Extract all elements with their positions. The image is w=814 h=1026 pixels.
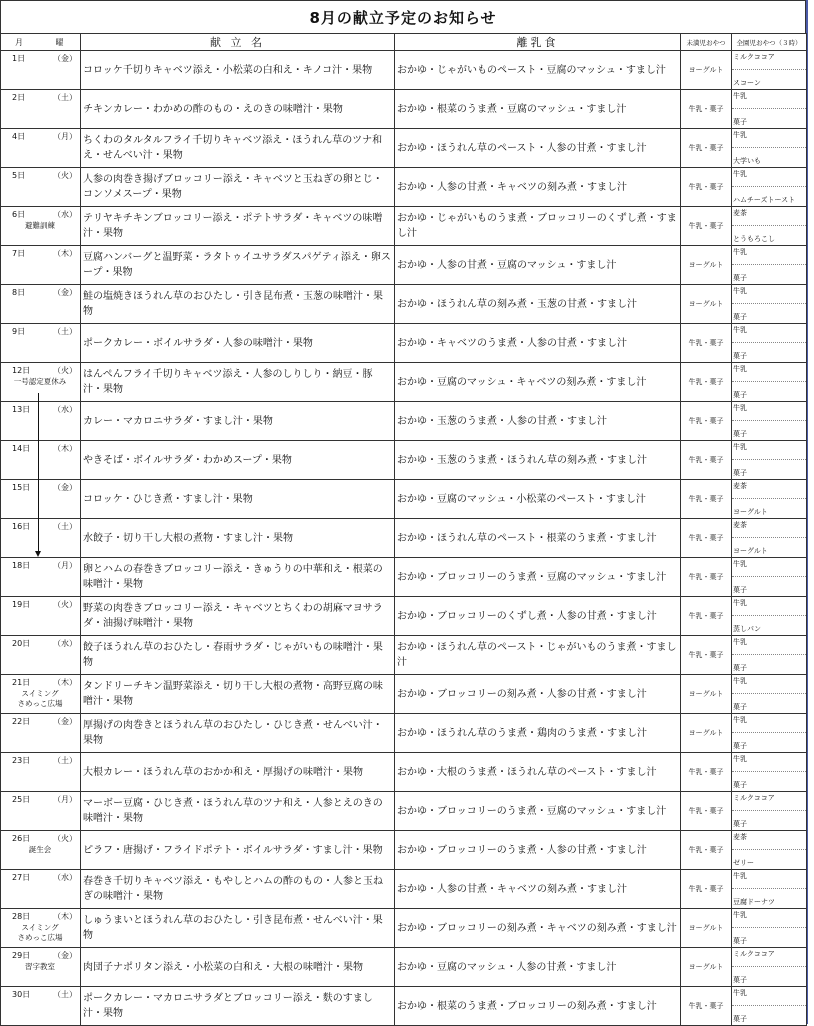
header-baby-food: 離乳食 [395, 34, 681, 51]
header-date [1, 34, 81, 51]
under3-snack-cell: ヨーグルト [681, 909, 732, 948]
date-cell [1, 168, 81, 207]
all-snack-cell [732, 987, 807, 1026]
menu-cell: やきそば・ボイルサラダ・わかめスープ・果物 [81, 441, 395, 480]
date-cell [1, 480, 81, 519]
day-number: 19日 [12, 600, 31, 609]
date-cell [1, 753, 81, 792]
baby-food-cell: おかゆ・人参の甘煮・キャベツの刻み煮・すまし汁 [395, 168, 681, 207]
baby-food-cell: おかゆ・ブロッコリーのうま煮・豆腐のマッシュ・すまし汁 [395, 792, 681, 831]
under3-snack-cell: 牛乳・菓子 [681, 558, 732, 597]
weekday: （火） [53, 366, 77, 375]
menu-cell: 餃子ほうれん草のおひたし・春雨サラダ・じゃがいもの味噌汁・果物 [81, 636, 395, 675]
date-cell [1, 285, 81, 324]
header-menu: 献 立 名 [81, 34, 395, 51]
date-cell [1, 51, 81, 90]
all-snack-cell [732, 285, 807, 324]
day-number: 4日 [12, 132, 26, 141]
day-number: 15日 [12, 483, 31, 492]
snack-food: 蒸しパン [733, 625, 761, 633]
under3-snack-cell: ヨーグルト [681, 51, 732, 90]
day-number: 22日 [12, 717, 31, 726]
menu-cell: 鮭の塩焼きほうれん草のおひたし・引き昆布煮・玉葱の味噌汁・果物 [81, 285, 395, 324]
menu-cell: 水餃子・切り干し大根の煮物・すまし汁・果物 [81, 519, 395, 558]
date-cell [1, 324, 81, 363]
menu-cell: ポークカレー・マカロニサラダとブロッコリー添え・麩のすまし汁・果物 [81, 987, 395, 1026]
date-cell [1, 675, 81, 714]
under3-snack-cell: 牛乳・菓子 [681, 324, 732, 363]
all-snack-cell [732, 51, 807, 90]
date-note-line: 避難訓練 [25, 221, 55, 230]
under3-snack-cell: ヨーグルト [681, 948, 732, 987]
snack-drink: 牛乳 [732, 168, 806, 187]
date-note [1, 845, 79, 855]
weekday: （木） [53, 678, 77, 687]
baby-food-cell: おかゆ・ほうれん草の刻み煮・玉葱の甘煮・すまし汁 [395, 285, 681, 324]
snack-food: 菓子 [733, 391, 747, 399]
baby-food-cell: おかゆ・ブロッコリーのうま煮・豆腐のマッシュ・すまし汁 [395, 558, 681, 597]
date-cell [1, 363, 81, 402]
menu-cell: コロッケ・ひじき煮・すまし汁・果物 [81, 480, 395, 519]
date-cell [1, 948, 81, 987]
weekday: （月） [53, 795, 77, 804]
snack-food: とうもろこし [733, 235, 775, 243]
menu-cell: チキンカレー・わかめの酢のもの・えのきの味噌汁・果物 [81, 90, 395, 129]
menu-cell: 豆腐ハンバーグと温野菜・ラタトゥイユサラダスパゲティ添え・卵スープ・果物 [81, 246, 395, 285]
day-number: 16日 [12, 522, 31, 531]
menu-cell: 人参の肉巻き揚げブロッコリー添え・キャベツと玉ねぎの卵とじ・コンソメスープ・果物 [81, 168, 395, 207]
snack-drink: 牛乳 [732, 285, 806, 304]
date-cell [1, 792, 81, 831]
weekday: （火） [53, 171, 77, 180]
menu-cell: 卵とハムの春巻きブロッコリー添え・きゅうりの中華和え・根菜の味噌汁・果物 [81, 558, 395, 597]
under3-snack-cell: 牛乳・菓子 [681, 129, 732, 168]
baby-food-cell: おかゆ・豆腐のマッシュ・キャベツの刻み煮・すまし汁 [395, 363, 681, 402]
snack-drink: ミルクココア [732, 948, 806, 967]
date-note [1, 923, 79, 943]
day-number: 14日 [12, 444, 31, 453]
all-snack-cell [732, 363, 807, 402]
snack-drink: 牛乳 [732, 90, 806, 109]
menu-row [1, 597, 807, 636]
day-number: 6日 [12, 210, 26, 219]
snack-drink: 麦茶 [732, 207, 806, 226]
date-note [1, 962, 79, 972]
date-cell [1, 987, 81, 1026]
under3-snack-cell: 牛乳・菓子 [681, 753, 732, 792]
date-cell [1, 831, 81, 870]
all-snack-cell [732, 90, 807, 129]
weekday: （金） [53, 483, 77, 492]
day-number: 13日 [12, 405, 31, 414]
menu-cell: 大根カレー・ほうれん草のおかか和え・厚揚げの味噌汁・果物 [81, 753, 395, 792]
menu-row [1, 480, 807, 519]
all-snack-cell [732, 636, 807, 675]
snack-food: 菓子 [733, 664, 747, 672]
all-snack-cell [732, 129, 807, 168]
snack-drink: 牛乳 [732, 753, 806, 772]
snack-food: 菓子 [733, 274, 747, 282]
snack-food: 豆腐ドーナツ [733, 898, 775, 906]
date-note-line: スイミング [21, 689, 59, 698]
snack-food: 大学いも [733, 157, 761, 165]
header-under3-snack: 未満児おやつ [681, 34, 732, 51]
baby-food-cell: おかゆ・根菜のうま煮・豆腐のマッシュ・すまし汁 [395, 90, 681, 129]
all-snack-cell [732, 441, 807, 480]
snack-food: 菓子 [733, 976, 747, 984]
all-snack-cell [732, 402, 807, 441]
menu-row [1, 324, 807, 363]
day-number: 8日 [12, 288, 26, 297]
all-snack-cell [732, 168, 807, 207]
menu-row [1, 246, 807, 285]
menu-cell: 野菜の肉巻きブロッコリー添え・キャベツとちくわの胡麻マヨサラダ・油揚げ味噌汁・果物 [81, 597, 395, 636]
under3-snack-cell: ヨーグルト [681, 714, 732, 753]
under3-snack-cell: 牛乳・菓子 [681, 519, 732, 558]
date-cell [1, 402, 81, 441]
baby-food-cell: おかゆ・根菜のうま煮・ブロッコリーの刻み煮・すまし汁 [395, 987, 681, 1026]
date-note [1, 689, 79, 709]
snack-food: 菓子 [733, 430, 747, 438]
all-snack-cell [732, 792, 807, 831]
snack-food: 菓子 [733, 820, 747, 828]
snack-food: 菓子 [733, 781, 747, 789]
baby-food-cell: おかゆ・玉葱のうま煮・ほうれん草の刻み煮・すまし汁 [395, 441, 681, 480]
snack-drink: 牛乳 [732, 246, 806, 265]
snack-food: ゼリー [733, 859, 754, 867]
period-arrow-head-icon [35, 551, 41, 557]
menu-row [1, 714, 807, 753]
menu-row [1, 831, 807, 870]
day-number: 18日 [12, 561, 31, 570]
header-row [1, 34, 807, 51]
snack-drink: 牛乳 [732, 675, 806, 694]
all-snack-cell [732, 948, 807, 987]
snack-drink: ミルクココア [732, 792, 806, 811]
date-cell [1, 129, 81, 168]
snack-drink: 牛乳 [732, 441, 806, 460]
snack-food: 菓子 [733, 469, 747, 477]
day-number: 5日 [12, 171, 26, 180]
baby-food-cell: おかゆ・ほうれん草のペースト・人参の甘煮・すまし汁 [395, 129, 681, 168]
weekday: （火） [53, 834, 77, 843]
day-number: 25日 [12, 795, 31, 804]
all-snack-cell [732, 519, 807, 558]
snack-drink: 牛乳 [732, 987, 806, 1006]
baby-food-cell: おかゆ・玉葱のうま煮・人参の甘煮・すまし汁 [395, 402, 681, 441]
snack-drink: ミルクココア [732, 51, 806, 70]
day-number: 1日 [12, 54, 26, 63]
all-snack-cell [732, 246, 807, 285]
snack-drink: 牛乳 [732, 129, 806, 148]
menu-cell: ちくわのタルタルフライ千切りキャベツ添え・ほうれん草のツナ和え・せんべい汁・果物 [81, 129, 395, 168]
date-cell [1, 714, 81, 753]
all-snack-cell [732, 675, 807, 714]
all-snack-cell [732, 597, 807, 636]
snack-drink: 牛乳 [732, 870, 806, 889]
day-number: 26日 [12, 834, 31, 843]
weekday: （木） [53, 912, 77, 921]
menu-cell: テリヤキチキンブロッコリー添え・ポテトサラダ・キャベツの味噌汁・果物 [81, 207, 395, 246]
baby-food-cell: おかゆ・豆腐のマッシュ・人参の甘煮・すまし汁 [395, 948, 681, 987]
under3-snack-cell: 牛乳・菓子 [681, 870, 732, 909]
weekday: （金） [53, 951, 77, 960]
baby-food-cell: おかゆ・じゃがいものペースト・豆腐のマッシュ・すまし汁 [395, 51, 681, 90]
menu-row [1, 675, 807, 714]
day-number: 21日 [12, 678, 31, 687]
weekday: （火） [53, 600, 77, 609]
date-note-line: 一号認定夏休み [13, 377, 67, 386]
under3-snack-cell: 牛乳・菓子 [681, 402, 732, 441]
menu-rows [1, 51, 807, 1026]
day-number: 7日 [12, 249, 26, 258]
snack-food: 菓子 [733, 937, 747, 945]
day-number: 29日 [12, 951, 31, 960]
menu-row [1, 909, 807, 948]
period-arrow-line [38, 393, 39, 553]
under3-snack-cell: 牛乳・菓子 [681, 441, 732, 480]
baby-food-cell: おかゆ・ブロッコリーのうま煮・人参の甘煮・すまし汁 [395, 831, 681, 870]
all-snack-cell [732, 909, 807, 948]
menu-row [1, 792, 807, 831]
menu-cell: タンドリーチキン温野菜添え・切り干し大根の煮物・高野豆腐の味噌汁・果物 [81, 675, 395, 714]
snack-food: 菓子 [733, 703, 747, 711]
weekday: （金） [53, 717, 77, 726]
snack-food: 菓子 [733, 352, 747, 360]
menu-row [1, 90, 807, 129]
snack-food: 菓子 [733, 1015, 747, 1023]
menu-cell: 肉団子ナポリタン添え・小松菜の白和え・大根の味噌汁・果物 [81, 948, 395, 987]
header-month: 月 [15, 37, 23, 47]
day-number: 9日 [12, 327, 26, 336]
snack-food: 菓子 [733, 742, 747, 750]
weekday: （月） [53, 132, 77, 141]
under3-snack-cell: 牛乳・菓子 [681, 480, 732, 519]
under3-snack-cell: 牛乳・菓子 [681, 831, 732, 870]
weekday: （水） [53, 873, 77, 882]
weekday: （水） [53, 210, 77, 219]
menu-cell: ピラフ・唐揚げ・フライドポテト・ボイルサラダ・すまし汁・果物 [81, 831, 395, 870]
menu-row [1, 363, 807, 402]
baby-food-cell: おかゆ・人参の甘煮・キャベツの刻み煮・すまし汁 [395, 870, 681, 909]
menu-cell: ポークカレー・ボイルサラダ・人参の味噌汁・果物 [81, 324, 395, 363]
snack-food: ハムチーズトースト [733, 196, 796, 204]
baby-food-cell: おかゆ・ほうれん草のうま煮・鶏肉のうま煮・すまし汁 [395, 714, 681, 753]
under3-snack-cell: 牛乳・菓子 [681, 168, 732, 207]
snack-drink: 牛乳 [732, 363, 806, 382]
day-number: 12日 [12, 366, 31, 375]
baby-food-cell: おかゆ・ブロッコリーの刻み煮・人参の甘煮・すまし汁 [395, 675, 681, 714]
menu-row [1, 753, 807, 792]
menu-row [1, 441, 807, 480]
menu-cell: カレー・マカロニサラダ・すまし汁・果物 [81, 402, 395, 441]
baby-food-cell: おかゆ・ほうれん草のペースト・じゃがいものうま煮・すまし汁 [395, 636, 681, 675]
baby-food-cell: おかゆ・じゃがいものうま煮・ブロッコリーのくずし煮・すまし汁 [395, 207, 681, 246]
under3-snack-cell: 牛乳・菓子 [681, 636, 732, 675]
menu-row [1, 207, 807, 246]
snack-drink: 牛乳 [732, 597, 806, 616]
baby-food-cell: おかゆ・ほうれん草のペースト・根菜のうま煮・すまし汁 [395, 519, 681, 558]
under3-snack-cell: 牛乳・菓子 [681, 90, 732, 129]
all-snack-cell [732, 714, 807, 753]
header-all-snack: 全園児おやつ（３時） [732, 34, 807, 51]
page-title: 8月の献立予定のお知らせ [0, 0, 806, 33]
menu-row [1, 51, 807, 90]
menu-cell: コロッケ千切りキャベツ添え・小松菜の白和え・キノコ汁・果物 [81, 51, 395, 90]
menu-table [0, 33, 807, 1026]
date-note-line: 習字教室 [25, 962, 55, 971]
baby-food-cell: おかゆ・豆腐のマッシュ・小松菜のペースト・すまし汁 [395, 480, 681, 519]
date-cell [1, 870, 81, 909]
snack-drink: 麦茶 [732, 831, 806, 850]
snack-food: ヨーグルト [733, 547, 768, 555]
date-cell [1, 909, 81, 948]
snack-food: ヨーグルト [733, 508, 768, 516]
date-cell [1, 207, 81, 246]
weekday: （水） [53, 639, 77, 648]
all-snack-cell [732, 870, 807, 909]
menu-row [1, 168, 807, 207]
weekday: （木） [53, 249, 77, 258]
day-number: 27日 [12, 873, 31, 882]
menu-row [1, 285, 807, 324]
all-snack-cell [732, 480, 807, 519]
under3-snack-cell: ヨーグルト [681, 285, 732, 324]
weekday: （水） [53, 405, 77, 414]
date-cell [1, 636, 81, 675]
weekday: （土） [53, 93, 77, 102]
all-snack-cell [732, 558, 807, 597]
weekday: （金） [53, 288, 77, 297]
under3-snack-cell: 牛乳・菓子 [681, 987, 732, 1026]
day-number: 28日 [12, 912, 31, 921]
snack-drink: 牛乳 [732, 558, 806, 577]
date-cell [1, 246, 81, 285]
date-cell [1, 441, 81, 480]
snack-drink: 牛乳 [732, 402, 806, 421]
day-number: 30日 [12, 990, 31, 999]
date-note-line: さめっこ広場 [17, 933, 63, 942]
snack-food: スコーン [733, 79, 761, 87]
menu-cell: 春巻き千切りキャベツ添え・もやしとハムの酢のもの・人参と玉ねぎの味噌汁・果物 [81, 870, 395, 909]
snack-drink: 牛乳 [732, 636, 806, 655]
header-weekday: 曜 [55, 37, 64, 47]
snack-food: 菓子 [733, 586, 747, 594]
snack-drink: 牛乳 [732, 324, 806, 343]
date-note [1, 221, 79, 231]
menu-row [1, 558, 807, 597]
menu-cell: マーボー豆腐・ひじき煮・ほうれん草のツナ和え・人参とえのきの味噌汁・果物 [81, 792, 395, 831]
all-snack-cell [732, 831, 807, 870]
date-note-line: スイミング [21, 923, 59, 932]
all-snack-cell [732, 207, 807, 246]
date-note-line: さめっこ広場 [17, 699, 63, 708]
date-cell [1, 90, 81, 129]
baby-food-cell: おかゆ・ブロッコリーの刻み煮・キャベツの刻み煮・すまし汁 [395, 909, 681, 948]
day-number: 23日 [12, 756, 31, 765]
day-number: 20日 [12, 639, 31, 648]
date-cell [1, 558, 81, 597]
snack-drink: 牛乳 [732, 909, 806, 928]
snack-drink: 麦茶 [732, 519, 806, 538]
snack-drink: 麦茶 [732, 480, 806, 499]
date-note [1, 377, 79, 387]
weekday: （木） [53, 444, 77, 453]
menu-row [1, 402, 807, 441]
under3-snack-cell: 牛乳・菓子 [681, 363, 732, 402]
menu-row [1, 519, 807, 558]
under3-snack-cell: 牛乳・菓子 [681, 597, 732, 636]
under3-snack-cell: ヨーグルト [681, 675, 732, 714]
weekday: （土） [53, 327, 77, 336]
weekday: （金） [53, 54, 77, 63]
baby-food-cell: おかゆ・ブロッコリーのくずし煮・人参の甘煮・すまし汁 [395, 597, 681, 636]
menu-row [1, 870, 807, 909]
menu-row [1, 987, 807, 1026]
baby-food-cell: おかゆ・人参の甘煮・豆腐のマッシュ・すまし汁 [395, 246, 681, 285]
snack-food: 菓子 [733, 313, 747, 321]
under3-snack-cell: ヨーグルト [681, 246, 732, 285]
weekday: （月） [53, 561, 77, 570]
weekday: （土） [53, 990, 77, 999]
weekday: （土） [53, 522, 77, 531]
baby-food-cell: おかゆ・キャベツのうま煮・人参の甘煮・すまし汁 [395, 324, 681, 363]
date-cell [1, 597, 81, 636]
menu-row [1, 636, 807, 675]
weekday: （土） [53, 756, 77, 765]
menu-cell: しゅうまいとほうれん草のおひたし・引き昆布煮・せんべい汁・果物 [81, 909, 395, 948]
menu-row [1, 948, 807, 987]
snack-food: 菓子 [733, 118, 747, 126]
snack-drink: 牛乳 [732, 714, 806, 733]
day-number: 2日 [12, 93, 26, 102]
all-snack-cell [732, 324, 807, 363]
menu-cell: はんぺんフライ千切りキャベツ添え・人参のしりしり・納豆・豚汁・果物 [81, 363, 395, 402]
under3-snack-cell: 牛乳・菓子 [681, 792, 732, 831]
under3-snack-cell: 牛乳・菓子 [681, 207, 732, 246]
menu-row [1, 129, 807, 168]
menu-cell: 厚揚げの肉巻きとほうれん草のおひたし・ひじき煮・せんべい汁・果物 [81, 714, 395, 753]
date-note-line: 誕生会 [28, 845, 52, 854]
all-snack-cell [732, 753, 807, 792]
baby-food-cell: おかゆ・大根のうま煮・ほうれん草のペースト・すまし汁 [395, 753, 681, 792]
